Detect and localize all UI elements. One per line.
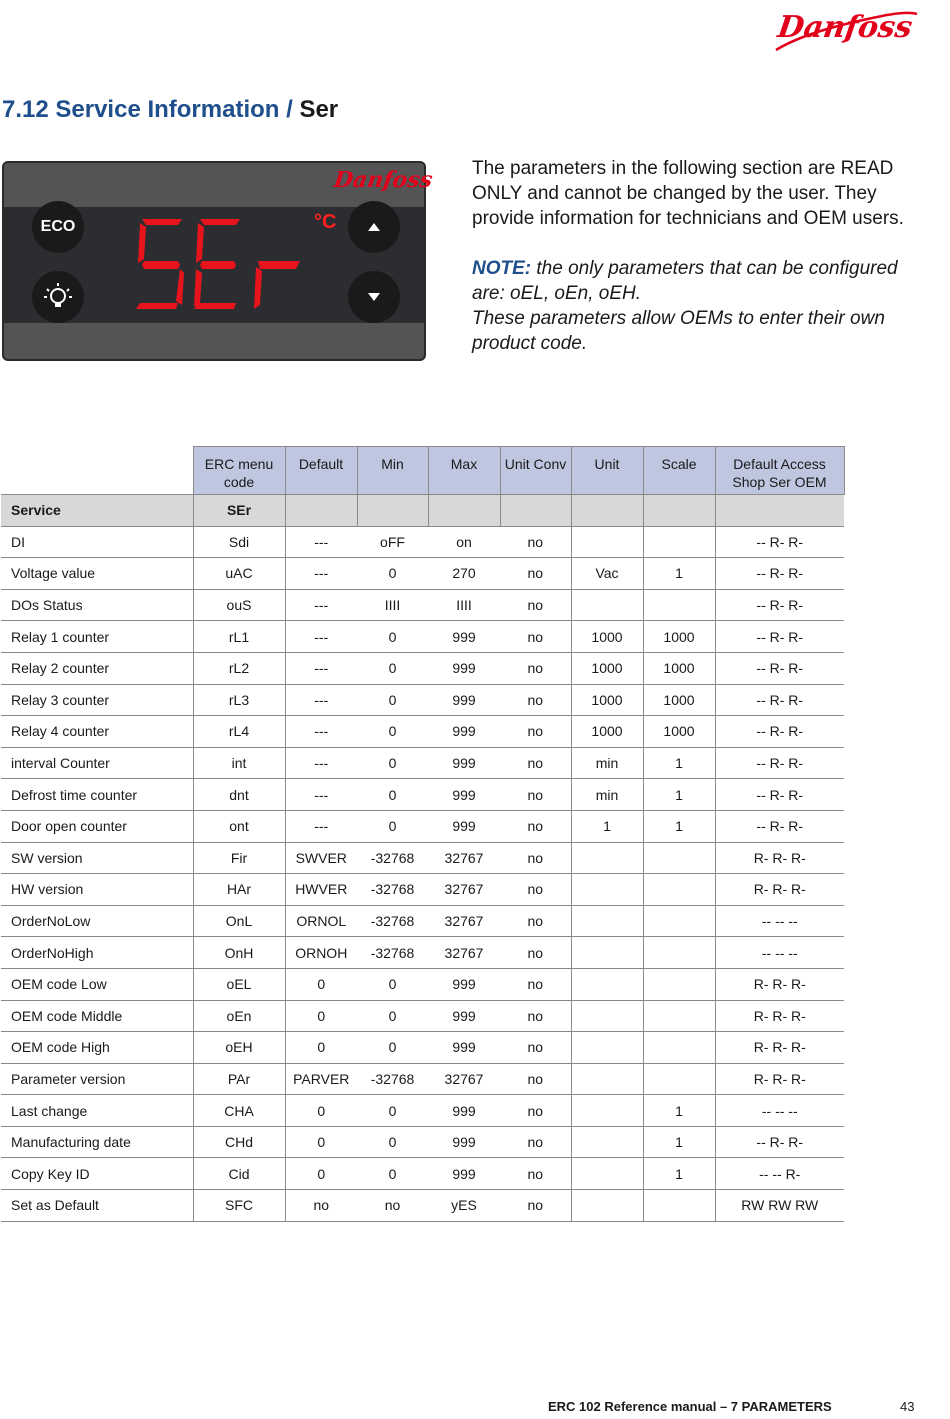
table-row bbox=[1, 589, 844, 621]
param-code: dnt bbox=[193, 779, 285, 811]
param-min: -32768 bbox=[357, 1063, 428, 1095]
param-default: --- bbox=[285, 684, 357, 716]
section-empty-cell bbox=[715, 495, 844, 527]
header-unit-conv: Unit Conv bbox=[500, 447, 571, 495]
header-max: Max bbox=[428, 447, 500, 495]
table-row bbox=[1, 779, 844, 811]
table-row bbox=[1, 968, 844, 1000]
param-code: OnL bbox=[193, 905, 285, 937]
param-unit-conv: no bbox=[500, 937, 571, 969]
param-default: ORNOH bbox=[285, 937, 357, 969]
table-row bbox=[1, 747, 844, 779]
header-blank bbox=[1, 447, 193, 495]
param-scale: 1 bbox=[643, 1158, 715, 1190]
param-max: on bbox=[428, 526, 500, 558]
param-scale: 1 bbox=[643, 747, 715, 779]
table-header-row bbox=[1, 447, 844, 495]
param-min: 0 bbox=[357, 716, 428, 748]
param-access: -- R- R- bbox=[715, 684, 844, 716]
param-max: 999 bbox=[428, 1000, 500, 1032]
arrow-up-icon bbox=[348, 201, 400, 253]
param-max: 999 bbox=[428, 1158, 500, 1190]
param-min: IIII bbox=[357, 589, 428, 621]
param-name: Door open counter bbox=[1, 810, 193, 842]
param-unit bbox=[571, 1063, 643, 1095]
param-access: R- R- R- bbox=[715, 1000, 844, 1032]
param-name: SW version bbox=[1, 842, 193, 874]
param-max: yES bbox=[428, 1190, 500, 1222]
param-scale: 1000 bbox=[643, 652, 715, 684]
param-scale: 1 bbox=[643, 1095, 715, 1127]
param-name: OrderNoHigh bbox=[1, 937, 193, 969]
param-access: R- R- R- bbox=[715, 842, 844, 874]
param-default: --- bbox=[285, 779, 357, 811]
param-unit: min bbox=[571, 779, 643, 811]
table-row bbox=[1, 905, 844, 937]
table-row bbox=[1, 1063, 844, 1095]
param-unit-conv: no bbox=[500, 684, 571, 716]
param-scale bbox=[643, 1000, 715, 1032]
param-unit: 1000 bbox=[571, 684, 643, 716]
param-scale bbox=[643, 1032, 715, 1064]
param-unit-conv: no bbox=[500, 905, 571, 937]
param-name: DOs Status bbox=[1, 589, 193, 621]
param-code: int bbox=[193, 747, 285, 779]
param-unit-conv: no bbox=[500, 1095, 571, 1127]
param-max: 999 bbox=[428, 968, 500, 1000]
param-default: HWVER bbox=[285, 874, 357, 906]
param-unit-conv: no bbox=[500, 968, 571, 1000]
param-code: Fir bbox=[193, 842, 285, 874]
param-min: no bbox=[357, 1190, 428, 1222]
param-access: -- -- -- bbox=[715, 937, 844, 969]
note-label: NOTE: bbox=[472, 258, 532, 279]
header-unit: Unit bbox=[571, 447, 643, 495]
controller-device-image bbox=[2, 161, 435, 361]
param-unit-conv: no bbox=[500, 779, 571, 811]
up-button bbox=[348, 201, 400, 253]
param-scale bbox=[643, 905, 715, 937]
table-row bbox=[1, 558, 844, 590]
param-name: Last change bbox=[1, 1095, 193, 1127]
param-unit-conv: no bbox=[500, 1000, 571, 1032]
param-scale bbox=[643, 1063, 715, 1095]
param-access: R- R- R- bbox=[715, 1063, 844, 1095]
table-row bbox=[1, 526, 844, 558]
param-scale: 1000 bbox=[643, 684, 715, 716]
eco-label: ECO bbox=[40, 218, 76, 235]
param-code: rL4 bbox=[193, 716, 285, 748]
header-menu-code: ERC menu code bbox=[193, 447, 285, 495]
param-max: 32767 bbox=[428, 937, 500, 969]
section-empty-cell bbox=[285, 495, 357, 527]
param-unit bbox=[571, 874, 643, 906]
param-code: rL1 bbox=[193, 621, 285, 653]
param-access: -- R- R- bbox=[715, 779, 844, 811]
param-unit-conv: no bbox=[500, 652, 571, 684]
param-access: -- R- R- bbox=[715, 652, 844, 684]
table-row bbox=[1, 1126, 844, 1158]
param-access: -- -- -- bbox=[715, 1095, 844, 1127]
param-code: PAr bbox=[193, 1063, 285, 1095]
table-row bbox=[1, 716, 844, 748]
table-row bbox=[1, 1095, 844, 1127]
param-default: 0 bbox=[285, 1032, 357, 1064]
param-code: OnH bbox=[193, 937, 285, 969]
intro-paragraph: The parameters in the following section are READ ONLY and cannot be changed by the user. They provide information for technicians and OEM users. bbox=[472, 158, 904, 229]
table-row bbox=[1, 937, 844, 969]
param-unit bbox=[571, 842, 643, 874]
param-unit-conv: no bbox=[500, 747, 571, 779]
table-row bbox=[1, 621, 844, 653]
param-min: 0 bbox=[357, 558, 428, 590]
param-max: 999 bbox=[428, 1032, 500, 1064]
note-block bbox=[472, 256, 922, 356]
param-unit bbox=[571, 1190, 643, 1222]
param-min: 0 bbox=[357, 621, 428, 653]
param-access: -- -- -- bbox=[715, 905, 844, 937]
param-unit: min bbox=[571, 747, 643, 779]
param-max: 32767 bbox=[428, 842, 500, 874]
param-unit bbox=[571, 589, 643, 621]
param-min: oFF bbox=[357, 526, 428, 558]
param-code: uAC bbox=[193, 558, 285, 590]
header-min: Min bbox=[357, 447, 428, 495]
param-name: interval Counter bbox=[1, 747, 193, 779]
param-default: --- bbox=[285, 558, 357, 590]
param-code: CHd bbox=[193, 1126, 285, 1158]
unit-celsius: °C bbox=[314, 211, 337, 233]
param-min: 0 bbox=[357, 1158, 428, 1190]
param-unit-conv: no bbox=[500, 526, 571, 558]
param-min: 0 bbox=[357, 652, 428, 684]
param-access: -- R- R- bbox=[715, 526, 844, 558]
param-code: oEL bbox=[193, 968, 285, 1000]
param-default: --- bbox=[285, 747, 357, 779]
param-scale bbox=[643, 1190, 715, 1222]
param-scale bbox=[643, 526, 715, 558]
table-row bbox=[1, 1032, 844, 1064]
param-unit bbox=[571, 1158, 643, 1190]
param-scale bbox=[643, 937, 715, 969]
param-min: -32768 bbox=[357, 874, 428, 906]
param-access: -- R- R- bbox=[715, 621, 844, 653]
param-unit bbox=[571, 1095, 643, 1127]
param-max: 32767 bbox=[428, 905, 500, 937]
param-name: OEM code Middle bbox=[1, 1000, 193, 1032]
param-access: RW RW RW bbox=[715, 1190, 844, 1222]
param-default: --- bbox=[285, 652, 357, 684]
param-default: SWVER bbox=[285, 842, 357, 874]
param-scale: 1 bbox=[643, 810, 715, 842]
param-unit bbox=[571, 905, 643, 937]
param-max: 999 bbox=[428, 621, 500, 653]
page-title bbox=[2, 96, 338, 124]
param-unit: Vac bbox=[571, 558, 643, 590]
footer-title: ERC 102 Reference manual – 7 PARAMETERS bbox=[548, 1399, 832, 1414]
param-min: 0 bbox=[357, 968, 428, 1000]
param-max: 32767 bbox=[428, 1063, 500, 1095]
intro-text bbox=[472, 156, 922, 356]
param-default: --- bbox=[285, 526, 357, 558]
light-button bbox=[32, 271, 84, 323]
param-min: 0 bbox=[357, 1032, 428, 1064]
section-empty-cell bbox=[571, 495, 643, 527]
param-code: oEH bbox=[193, 1032, 285, 1064]
param-min: 0 bbox=[357, 1095, 428, 1127]
param-access: -- R- R- bbox=[715, 1126, 844, 1158]
light-bulb-icon bbox=[32, 271, 84, 323]
section-code: Ser bbox=[299, 96, 339, 123]
param-min: -32768 bbox=[357, 842, 428, 874]
param-unit: 1000 bbox=[571, 652, 643, 684]
param-min: 0 bbox=[357, 1000, 428, 1032]
param-name: OEM code High bbox=[1, 1032, 193, 1064]
section-empty-cell bbox=[357, 495, 428, 527]
param-max: 999 bbox=[428, 684, 500, 716]
param-code: ouS bbox=[193, 589, 285, 621]
param-code: oEn bbox=[193, 1000, 285, 1032]
param-name: Relay 3 counter bbox=[1, 684, 193, 716]
param-code: rL2 bbox=[193, 652, 285, 684]
param-min: 0 bbox=[357, 1126, 428, 1158]
param-access: -- R- R- bbox=[715, 747, 844, 779]
param-max: 999 bbox=[428, 810, 500, 842]
service-parameters-table bbox=[1, 446, 845, 1222]
param-max: 999 bbox=[428, 779, 500, 811]
param-min: 0 bbox=[357, 779, 428, 811]
table-row bbox=[1, 1000, 844, 1032]
param-unit-conv: no bbox=[500, 1032, 571, 1064]
param-default: no bbox=[285, 1190, 357, 1222]
param-unit-conv: no bbox=[500, 558, 571, 590]
param-max: 270 bbox=[428, 558, 500, 590]
param-min: 0 bbox=[357, 810, 428, 842]
section-empty-cell bbox=[500, 495, 571, 527]
param-max: 999 bbox=[428, 1126, 500, 1158]
param-name: DI bbox=[1, 526, 193, 558]
param-max: 999 bbox=[428, 747, 500, 779]
param-scale bbox=[643, 874, 715, 906]
param-min: 0 bbox=[357, 684, 428, 716]
param-max: 999 bbox=[428, 652, 500, 684]
table-row bbox=[1, 652, 844, 684]
param-default: ORNOL bbox=[285, 905, 357, 937]
param-default: 0 bbox=[285, 968, 357, 1000]
param-max: 999 bbox=[428, 716, 500, 748]
param-unit: 1 bbox=[571, 810, 643, 842]
param-unit bbox=[571, 1032, 643, 1064]
param-min: 0 bbox=[357, 747, 428, 779]
param-scale: 1 bbox=[643, 558, 715, 590]
down-button bbox=[348, 271, 400, 323]
param-code: Sdi bbox=[193, 526, 285, 558]
param-name: Set as Default bbox=[1, 1190, 193, 1222]
param-unit bbox=[571, 1000, 643, 1032]
logo-wordmark: Danfoss bbox=[775, 10, 915, 45]
param-code: rL3 bbox=[193, 684, 285, 716]
param-default: 0 bbox=[285, 1095, 357, 1127]
param-default: --- bbox=[285, 621, 357, 653]
table-row bbox=[1, 684, 844, 716]
param-name: Relay 1 counter bbox=[1, 621, 193, 653]
param-code: SFC bbox=[193, 1190, 285, 1222]
table-row bbox=[1, 810, 844, 842]
page-number: 43 bbox=[900, 1399, 915, 1414]
param-unit-conv: no bbox=[500, 1158, 571, 1190]
param-default: PARVER bbox=[285, 1063, 357, 1095]
param-max: 999 bbox=[428, 1095, 500, 1127]
param-scale: 1000 bbox=[643, 716, 715, 748]
table-row bbox=[1, 1190, 844, 1222]
param-name: OrderNoLow bbox=[1, 905, 193, 937]
param-scale: 1000 bbox=[643, 621, 715, 653]
param-default: --- bbox=[285, 810, 357, 842]
header-access: Default Access Shop Ser OEM bbox=[715, 447, 844, 495]
param-name: Relay 4 counter bbox=[1, 716, 193, 748]
param-access: -- R- R- bbox=[715, 716, 844, 748]
param-unit-conv: no bbox=[500, 1190, 571, 1222]
param-default: --- bbox=[285, 589, 357, 621]
note-text: the only parameters that can be configured are: oEL, oEn, oEH. bbox=[472, 258, 898, 304]
param-unit bbox=[571, 1126, 643, 1158]
param-min: -32768 bbox=[357, 937, 428, 969]
param-unit bbox=[571, 937, 643, 969]
param-scale bbox=[643, 968, 715, 1000]
param-name: Parameter version bbox=[1, 1063, 193, 1095]
note-text-2: These parameters allow OEMs to enter their own product code. bbox=[472, 308, 885, 354]
table-row bbox=[1, 1158, 844, 1190]
param-code: CHA bbox=[193, 1095, 285, 1127]
param-unit-conv: no bbox=[500, 589, 571, 621]
param-code: HAr bbox=[193, 874, 285, 906]
param-unit-conv: no bbox=[500, 1063, 571, 1095]
param-unit-conv: no bbox=[500, 716, 571, 748]
param-unit-conv: no bbox=[500, 1126, 571, 1158]
param-access: -- R- R- bbox=[715, 810, 844, 842]
param-max: 32767 bbox=[428, 874, 500, 906]
param-code: Cid bbox=[193, 1158, 285, 1190]
param-scale: 1 bbox=[643, 1126, 715, 1158]
section-empty-cell bbox=[643, 495, 715, 527]
param-name: Manufacturing date bbox=[1, 1126, 193, 1158]
param-default: 0 bbox=[285, 1158, 357, 1190]
param-access: R- R- R- bbox=[715, 968, 844, 1000]
param-code: ont bbox=[193, 810, 285, 842]
param-access: R- R- R- bbox=[715, 874, 844, 906]
param-scale: 1 bbox=[643, 779, 715, 811]
param-unit-conv: no bbox=[500, 874, 571, 906]
param-access: R- R- R- bbox=[715, 1032, 844, 1064]
section-code: SEr bbox=[193, 495, 285, 527]
param-name: OEM code Low bbox=[1, 968, 193, 1000]
param-name: HW version bbox=[1, 874, 193, 906]
param-access: -- -- R- bbox=[715, 1158, 844, 1190]
param-default: 0 bbox=[285, 1000, 357, 1032]
param-max: IIII bbox=[428, 589, 500, 621]
param-unit bbox=[571, 968, 643, 1000]
param-unit: 1000 bbox=[571, 716, 643, 748]
table-row bbox=[1, 874, 844, 906]
param-name: Copy Key ID bbox=[1, 1158, 193, 1190]
arrow-down-icon bbox=[348, 271, 400, 323]
param-default: --- bbox=[285, 716, 357, 748]
danfoss-logo bbox=[772, 4, 920, 60]
param-name: Relay 2 counter bbox=[1, 652, 193, 684]
header-scale: Scale bbox=[643, 447, 715, 495]
section-empty-cell bbox=[428, 495, 500, 527]
param-unit bbox=[571, 526, 643, 558]
param-min: -32768 bbox=[357, 905, 428, 937]
param-unit-conv: no bbox=[500, 810, 571, 842]
eco-button bbox=[32, 201, 84, 253]
section-row bbox=[1, 495, 844, 527]
param-scale bbox=[643, 589, 715, 621]
param-unit-conv: no bbox=[500, 621, 571, 653]
param-access: -- R- R- bbox=[715, 589, 844, 621]
param-name: Voltage value bbox=[1, 558, 193, 590]
param-name: Defrost time counter bbox=[1, 779, 193, 811]
section-name: Service bbox=[1, 495, 193, 527]
param-scale bbox=[643, 842, 715, 874]
param-access: -- R- R- bbox=[715, 558, 844, 590]
param-default: 0 bbox=[285, 1126, 357, 1158]
section-number-title: 7.12 Service Information / bbox=[2, 96, 300, 123]
table-row bbox=[1, 842, 844, 874]
header-default: Default bbox=[285, 447, 357, 495]
device-logo: Danfoss bbox=[332, 167, 435, 193]
seven-segment-display bbox=[132, 215, 312, 315]
param-unit: 1000 bbox=[571, 621, 643, 653]
param-unit-conv: no bbox=[500, 842, 571, 874]
